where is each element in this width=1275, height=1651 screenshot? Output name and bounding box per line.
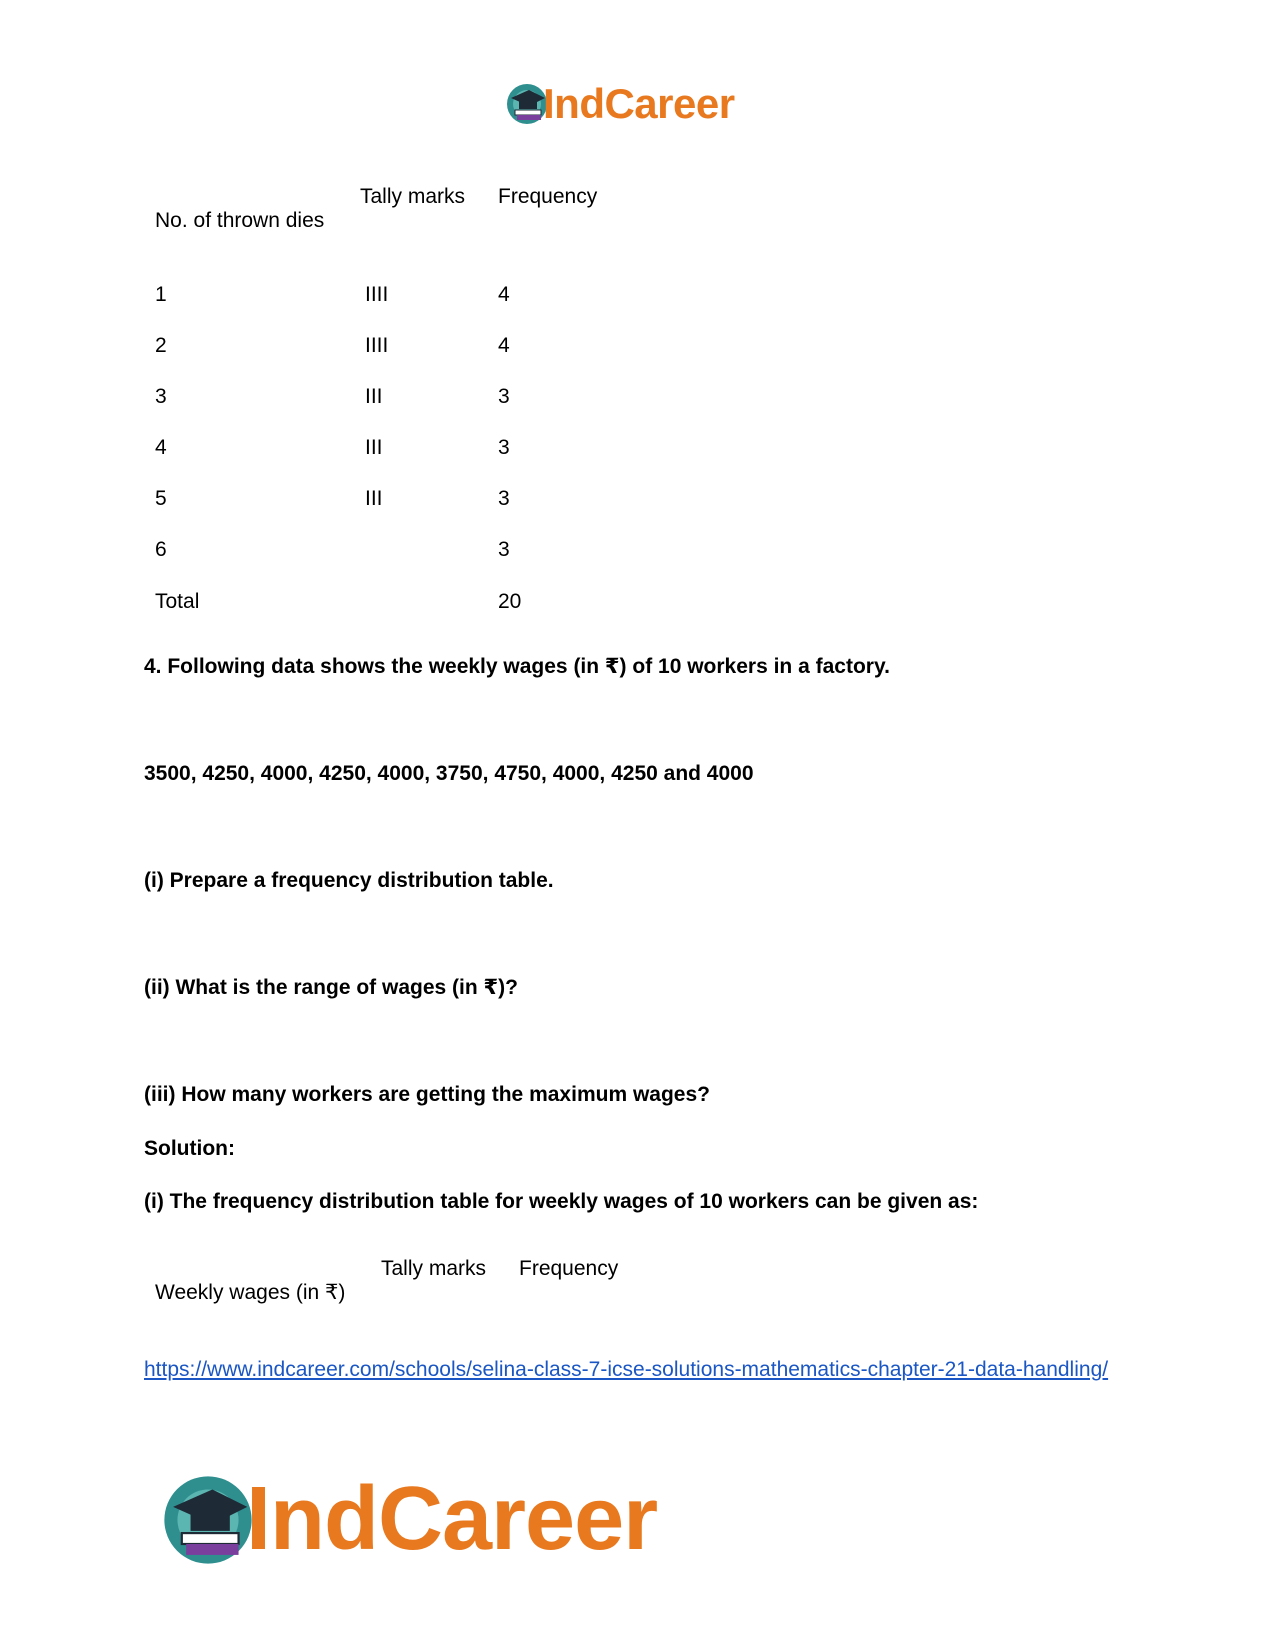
question-data-line: 3500, 4250, 4000, 4250, 4000, 3750, 4750, 4000, 4250 and 4000: [144, 762, 754, 785]
table1-cell-frequency: 3: [498, 436, 510, 459]
question-title: 4. Following data shows the weekly wages (in ₹) of 10 workers in a factory.: [144, 655, 890, 678]
logo-wordmark: IndCareer: [246, 1469, 658, 1569]
table1-cell-value: 4: [155, 436, 167, 459]
indcareer-logo-header: [505, 80, 775, 132]
solution-intro: (i) The frequency distribution table for weekly wages of 10 workers can be given as:: [144, 1190, 979, 1213]
table2-header-col2: Tally marks: [381, 1257, 487, 1280]
table1-cell-tally: IIII: [365, 334, 389, 357]
table1-cell-value: 5: [155, 487, 167, 510]
table1-header-col3: Frequency: [498, 185, 598, 208]
table1-cell-frequency: 3: [498, 385, 510, 408]
table1-cell-value: 1: [155, 283, 167, 306]
indcareer-logo-footer: [160, 1470, 700, 1570]
table1-header-col1: No. of thrown dies: [155, 209, 325, 232]
table2-header-col3: Frequency: [519, 1257, 619, 1280]
table1-cell-value: 3: [155, 385, 167, 408]
table1-total-label: Total: [155, 590, 200, 613]
table1-cell-frequency: 4: [498, 283, 510, 306]
table1-total-frequency: 20: [498, 590, 522, 613]
graduation-cap-logo-icon: [160, 1472, 256, 1568]
table1-cell-tally: III: [365, 436, 383, 459]
table1-cell-frequency: 3: [498, 538, 510, 561]
table1-cell-frequency: 4: [498, 334, 510, 357]
table1-cell-value: 2: [155, 334, 167, 357]
question-part-iii: (iii) How many workers are getting the maximum wages?: [144, 1083, 710, 1106]
source-link[interactable]: https://www.indcareer.com/schools/selina-class-7-icse-solutions-mathematics-chapter-21-data-handling/: [144, 1358, 1109, 1381]
logo-wordmark: IndCareer: [543, 80, 735, 127]
table1-cell-frequency: 3: [498, 487, 510, 510]
table1-cell-tally: IIII: [365, 283, 389, 306]
table2-header-col1: Weekly wages (in ₹): [155, 1281, 346, 1304]
question-part-ii: (ii) What is the range of wages (in ₹)?: [144, 976, 518, 999]
solution-heading: Solution:: [144, 1137, 235, 1160]
question-part-i: (i) Prepare a frequency distribution table.: [144, 869, 554, 892]
table1-header-col2: Tally marks: [360, 185, 466, 208]
table1-cell-tally: III: [365, 487, 383, 510]
table1-cell-tally: III: [365, 385, 383, 408]
table1-cell-value: 6: [155, 538, 167, 561]
